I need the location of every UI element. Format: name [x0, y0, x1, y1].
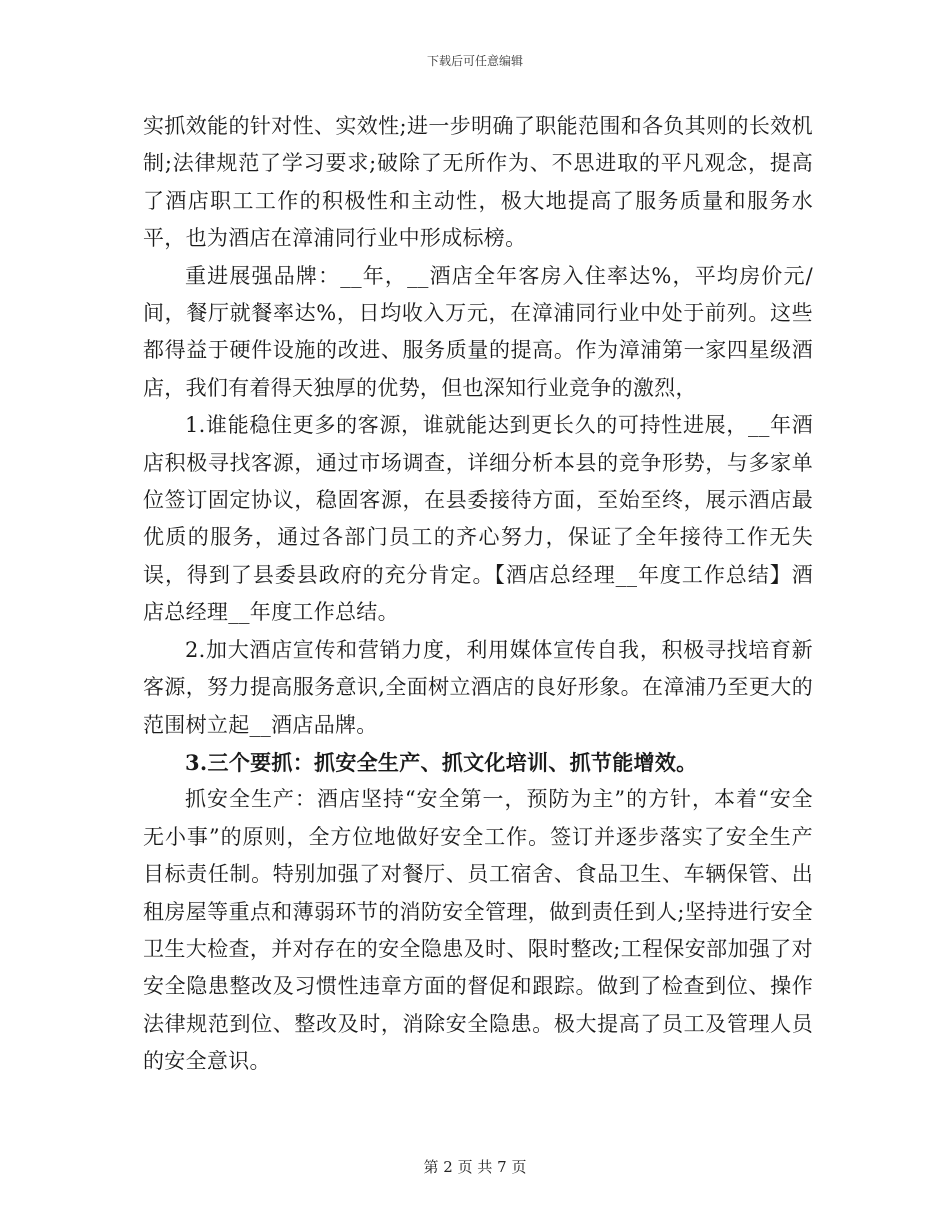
- document-body: [143, 108, 813, 1081]
- section-heading: 3.三个要抓：抓安全生产、抓文化培训、抓节能增效。: [185, 749, 698, 775]
- paragraph-safety: 抓安全生产：酒店坚持“安全第一，预防为主”的方针，本着“安全无小事”的原则，全方位地做好安全工作。签订并逐步落实了安全生产目标责任制。特别加强了对餐厅、员工宿舍、食品卫生、车辆保管、出租房屋等重点和薄弱环节的消防安全管理，做到责任到人;坚持进行安全卫生大检查，并对存在的安全隐患及时、限时整改;工程保安部加强了对安全隐患整改及习惯性违章方面的督促和跟踪。做到了检查到位、操作法律规范到位、整改及时，消除安全隐患。极大提高了员工及管理人员的安全意识。: [143, 787, 813, 1074]
- page-header: 下载后可任意编辑: [426, 54, 523, 68]
- paragraph-continuation: 实抓效能的针对性、实效性;进一步明确了职能范围和各负其则的长效机制;法律规范了学习要求;破除了无所作为、不思进取的平凡观念，提高了酒店职工工作的积极性和主动性，极大地提高了服务质量和服务水平，也为酒店在漳浦同行业中形成标榜。: [143, 114, 813, 251]
- paragraph-item-1: 1.谁能稳住更多的客源，谁就能达到更长久的可持性进展，__年酒店积极寻找客源，通过市场调查，详细分析本县的竞争形势，与多家单位签订固定协议，稳固客源，在县委接待方面，至始至终，展示酒店最优质的服务，通过各部门员工的齐心努力，保证了全年接待工作无失误，得到了县委县政府的充分肯定。【酒店总经理__年度工作总结】酒店总经理__年度工作总结。: [143, 413, 813, 625]
- page-footer: 第 2 页 共 7 页: [423, 1158, 527, 1176]
- paragraph-brand: 重进展强品牌：__年，__酒店全年客房入住率达%，平均房价元/间，餐厅就餐率达%，日均收入万元，在漳浦同行业中处于前列。这些都得益于硬件设施的改进、服务质量的提高。作为漳浦第一家四星级酒店，我们有着得天独厚的优势，但也深知行业竞争的激烈，: [143, 263, 813, 400]
- paragraph-item-2: 2.加大酒店宣传和营销力度，利用媒体宣传自我，积极寻找培育新客源，努力提高服务意识,全面树立酒店的良好形象。在漳浦乃至更大的范围树立起__酒店品牌。: [143, 637, 813, 737]
